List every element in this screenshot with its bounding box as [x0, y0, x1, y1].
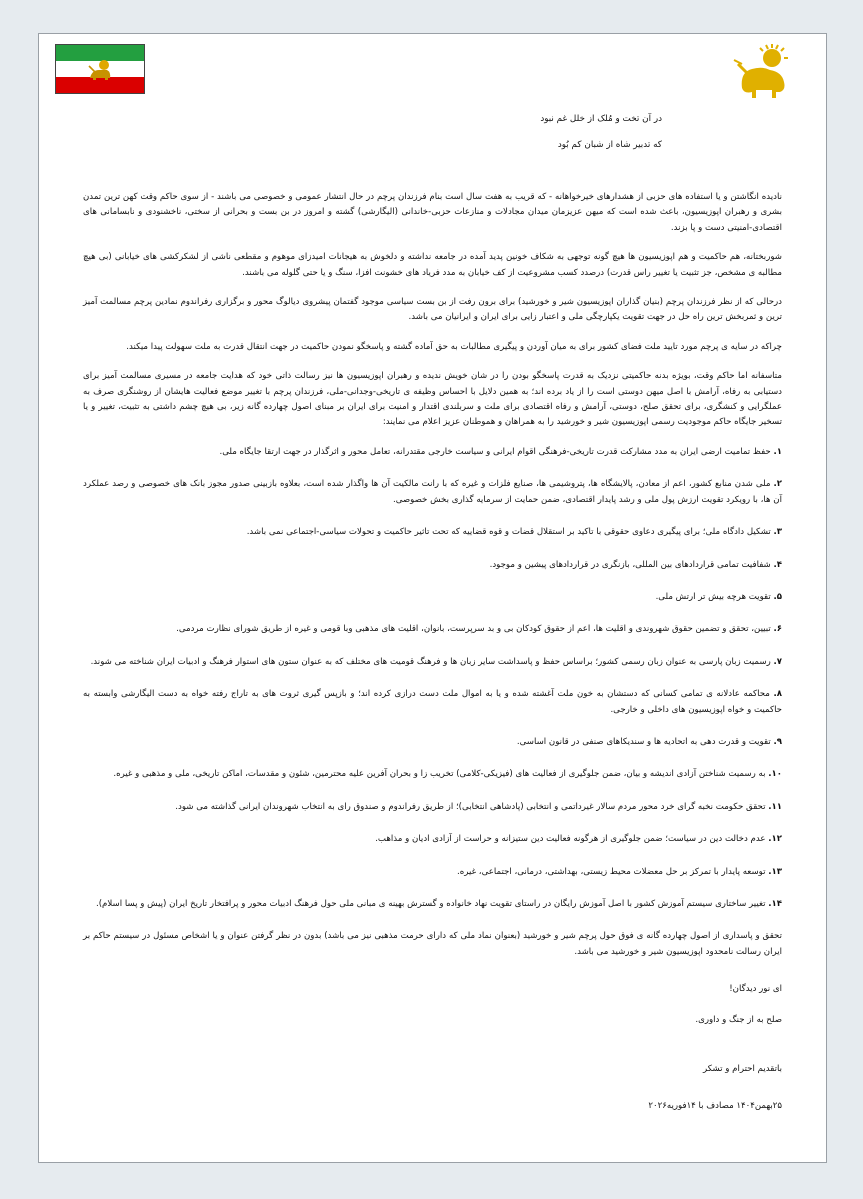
list-item: [83, 865, 782, 880]
item-number: ۹.: [773, 736, 782, 747]
item-text: محاکمه عادلانه ی تمامی کسانی که دستشان به خون ملت آغشته شده و یا به اموال ملت دست درازی کرده اند؛ و بازپس گیری ثروت های به تاراج رفته خواه به دست الیگارشی وابسته به حاکمیت و خواه اپوزیسیون های داخلی و خارجی.: [83, 689, 782, 715]
item-text: تقویت و قدرت دهی به اتحادیه ها و سندیکاهای صنفی در قانون اساسی.: [516, 736, 771, 747]
flag-emblem-icon: [87, 58, 115, 82]
item-number: ۱.: [773, 446, 782, 457]
item-text: تقویت هرچه بیش تر ارتش ملی.: [655, 591, 771, 602]
item-text: تحقق حکومت نخبه گرای خرد محور مردم سالار غیرداتمی و انتخابی (پادشاهی انتخابی)؛ از طریق رفراندوم و صندوق رای به انتخاب شهروندان ایرانی گذاشته می شود.: [175, 801, 766, 812]
lion-and-sun-flag: [55, 44, 145, 94]
list-item: [83, 445, 782, 460]
item-text: تغییر ساختاری سیستم آموزش کشور با اصل آموزش رایگان در راستای تقویت نهاد خانواده و گسترش بهینه ی مبانی ملی حول فرهنگ ادبیات محور و پرافتخار تاریخ ایران (پیش و پسا اسلام).: [95, 898, 766, 909]
document-page: [38, 33, 827, 1163]
list-item: [83, 687, 782, 718]
poem-line: در آن تخت و مُلک از خلل غم نبود: [540, 114, 662, 124]
list-item: [83, 558, 782, 573]
item-number: ۸.: [773, 689, 783, 700]
item-number: ۷.: [773, 656, 782, 667]
item-text: تشکیل دادگاه ملی؛ برای پیگیری دعاوی حقوقی با تاکید بر استقلال قضات و قوه قضاییه که تحت تاثیر حاکمیت و تحولات سیاسی-اجتماعی نمی باشد.: [246, 527, 771, 538]
principles-list: [83, 445, 782, 913]
item-number: ۶.: [773, 624, 782, 635]
item-number: ۳.: [773, 527, 782, 538]
item-number: ۵.: [773, 591, 782, 602]
item-text: تبیین، تحقق و تضمین حقوق شهروندی و اقلیت ها، اعم از حقوق کودکان بی و بد سرپرست، بانوان، اقلیت های مذهبی وبا قومی و غیره از طریق شورای نظارت مردمی.: [176, 624, 771, 635]
item-number: ۱۲.: [768, 834, 782, 845]
document-date: ۲۵بهمن۱۴۰۴ مصادف با ۱۴فوریه۲۰۲۶: [648, 1101, 782, 1112]
document-body: [83, 106, 782, 1137]
item-text: ملی شدن منابع کشور، اعم از معادن، پالایشگاه ها، پتروشیمی ها، صنایع فلزات و غیره که با رانت مالکیت آن ها واگذار شده است، بعلاوه بازبینی صدور مجوز بانک های خصوصی و رصد عملکرد آن ها، با رویکرد تقویت ارزش پول ملی و رشد پایدار اقتصادی، ضمن حمایت از سرمایه گذاری بخش خصوصی.: [83, 479, 782, 505]
paragraph: شوربختانه، هم حاکمیت و هم اپوزیسیون ها هیچ گونه توجهی به شکاف خونین پدید آمده در جامعه نداشته و دلخوش به هیجانات امیدزای موهوم و مقطعی ناشی از لشکرکشی های خیابانی (بی هیچ مطالبه ی مشخص، جز تثبیت یا تغییر راس قدرت) درصدد کسب مشروعیت از کف خیابان به مدد فریاد های خشونت افزا، سنگ و یا حتی گلوله می باشند.: [83, 252, 782, 278]
list-item: [83, 655, 782, 670]
item-number: ۲.: [773, 479, 782, 490]
list-item: [83, 590, 782, 605]
item-text: رسمیت زبان پارسی به عنوان زبان رسمی کشور؛ براساس حفظ و پاسداشت سایر زبان ها و فرهنگ قومیت های مختلف که به عنوان ستون های استوار فرهنگ و ادبیات ایران شناخته می شوند.: [90, 656, 771, 667]
list-item: [83, 525, 782, 540]
lion-and-sun-emblem-icon: [732, 42, 796, 100]
item-text: حفظ تمامیت ارضی ایران به مدد مشارکت قدرت تاریخی-فرهنگی اقوام ایرانی و سیاست خارجی مقتدرانه، تعامل محور و اثرگذار در جهت ارتقا جایگاه ملی.: [219, 446, 771, 457]
list-item: [83, 477, 782, 508]
opening-poem: [83, 106, 782, 158]
item-text: توسعه پایدار با تمرکز بر حل معضلات محیط زیستی، بهداشتی، درمانی، اجتماعی، غیره.: [457, 866, 766, 877]
final-paragraph: تحقق و پاسداری از اصول چهارده گانه ی فوق حول پرچم شیر و خورشید (بعنوان نماد ملی که دارای حرمت مذهبی نیز می باشد) بدون در نظر گرفتن عنوان و یا اشخاص مسئول در سیستم حاکم بر ایران رسالت نامحدود اپوزیسیون شیر و خورشید می باشد.: [83, 931, 782, 957]
poem-line: که تدبیر شاه از شبان کم بُود: [557, 140, 662, 150]
list-item: [83, 735, 782, 750]
paragraph: چراکه در سایه ی پرچم مورد تایید ملت فضای کشور برای به میان آوردن و پیگیری مطالبات به حق آماده گشته و پاسخگو نمودن حاکمیت در جهت انتقال قدرت به ملت سهولت پیدا میکند.: [126, 341, 782, 352]
item-number: ۴.: [773, 559, 782, 570]
item-number: ۱۳.: [768, 866, 782, 877]
paragraph: نادیده انگاشتن و یا استفاده های حزبی از هشدارهای خیرخواهانه - که قریب به هفت سال است بنام فرزندان پرچم در حال انتشار عمومی و خصوصی می باشند - از سوی حاکم وقت کهن ترین تمدن بشری و رهبران اپوزیسیون، باعث شده است که میهن عزیزمان میدان مجادلات و منازعات حزبی-خاندانی (الیگارشی) گشته و امروز در بن بست و بحرانی از سختی، ناخشنودی و نابسامانی های اقتصادی-امنیتی دست و پا بزند.: [83, 192, 782, 233]
paragraph: متاسفانه اما حاکم وقت، بویژه بدنه حاکمیتی نزدیک به قدرت پاسخگو بودن را در شان خویش ندیده و رهبران اپوزیسیون ها نیز رسالت ذاتی خود که هدایت جامعه در مسیری مسالمت آمیز برای دستیابی به رفاه، آرامش با اصل میهن دوستی است را از یاد برده اند؛ به همین دلایل با احساس وظیفه ی تاریخی-وجدانی-ملی، فرزندان پرچم با تغییر موضع فعالیت هایشان از روشنگری صرف به عملگرایی و کنشگری، برای تحقق صلح، دوستی، آرامش و رفاه اقتصادی برای ملت و سربلندی اقتدار و امنیت برای ایران بر مبنای اصول چهارده گانه زیر، بی هیچ چشم داشتی به تثبیت، تغییر و یا تسخیر جایگاه حاکم موجودیت رسمی اپوزیسیون شیر و خورشید را به همراهان و هموطنان عزیز اعلام می نمایند:: [83, 371, 782, 428]
item-number: ۱۰.: [768, 769, 782, 780]
closing-lines: [83, 982, 782, 1028]
closing-line: صلح به از جنگ و داوری.: [695, 1014, 782, 1025]
list-item: [83, 800, 782, 815]
paragraph: درحالی که از نظر فرزندان پرچم (بنیان گذاران اپوزیسیون شیر و خورشید) برای برون رفت از بن بست سیاسی موجود گفتمان پیشروی دیالوگ محور و برگزاری رفراندوم نمادین پرچم مسالمت آمیز ترین و ثمربخش ترین راه حل در جهت تقویت یکپارچگی ملی و اعتبار زایی برای ایران و ایرانیان می باشد.: [83, 297, 782, 323]
list-item: [83, 622, 782, 637]
closing-line: ای نور دیدگان!: [729, 984, 782, 995]
item-text: شفافیت تمامی قراردادهای بین المللی، بازنگری در قراردادهای پیشین و موجود.: [489, 559, 771, 570]
list-item: [83, 832, 782, 847]
item-text: به رسمیت شناختن آزادی اندیشه و بیان، ضمن جلوگیری از فعالیت های (فیزیکی-کلامی) تخریب زا و بحران آفرین علیه محترمین، شئون و مقدسات، اماکن تاریخی، ملی و مذهبی و غیره.: [113, 769, 766, 780]
signoff-text: باتقدیم احترام و تشکر: [702, 1064, 782, 1074]
signature-block: [83, 1062, 782, 1115]
item-text: عدم دخالت دین در سیاست؛ ضمن جلوگیری از هرگونه فعالیت دین ستیزانه و حراست از آزادی ادیان و مذاهب.: [375, 834, 766, 845]
item-number: ۱۱.: [768, 801, 782, 812]
list-item: [83, 767, 782, 782]
list-item: [83, 897, 782, 912]
item-number: ۱۴.: [768, 898, 782, 909]
